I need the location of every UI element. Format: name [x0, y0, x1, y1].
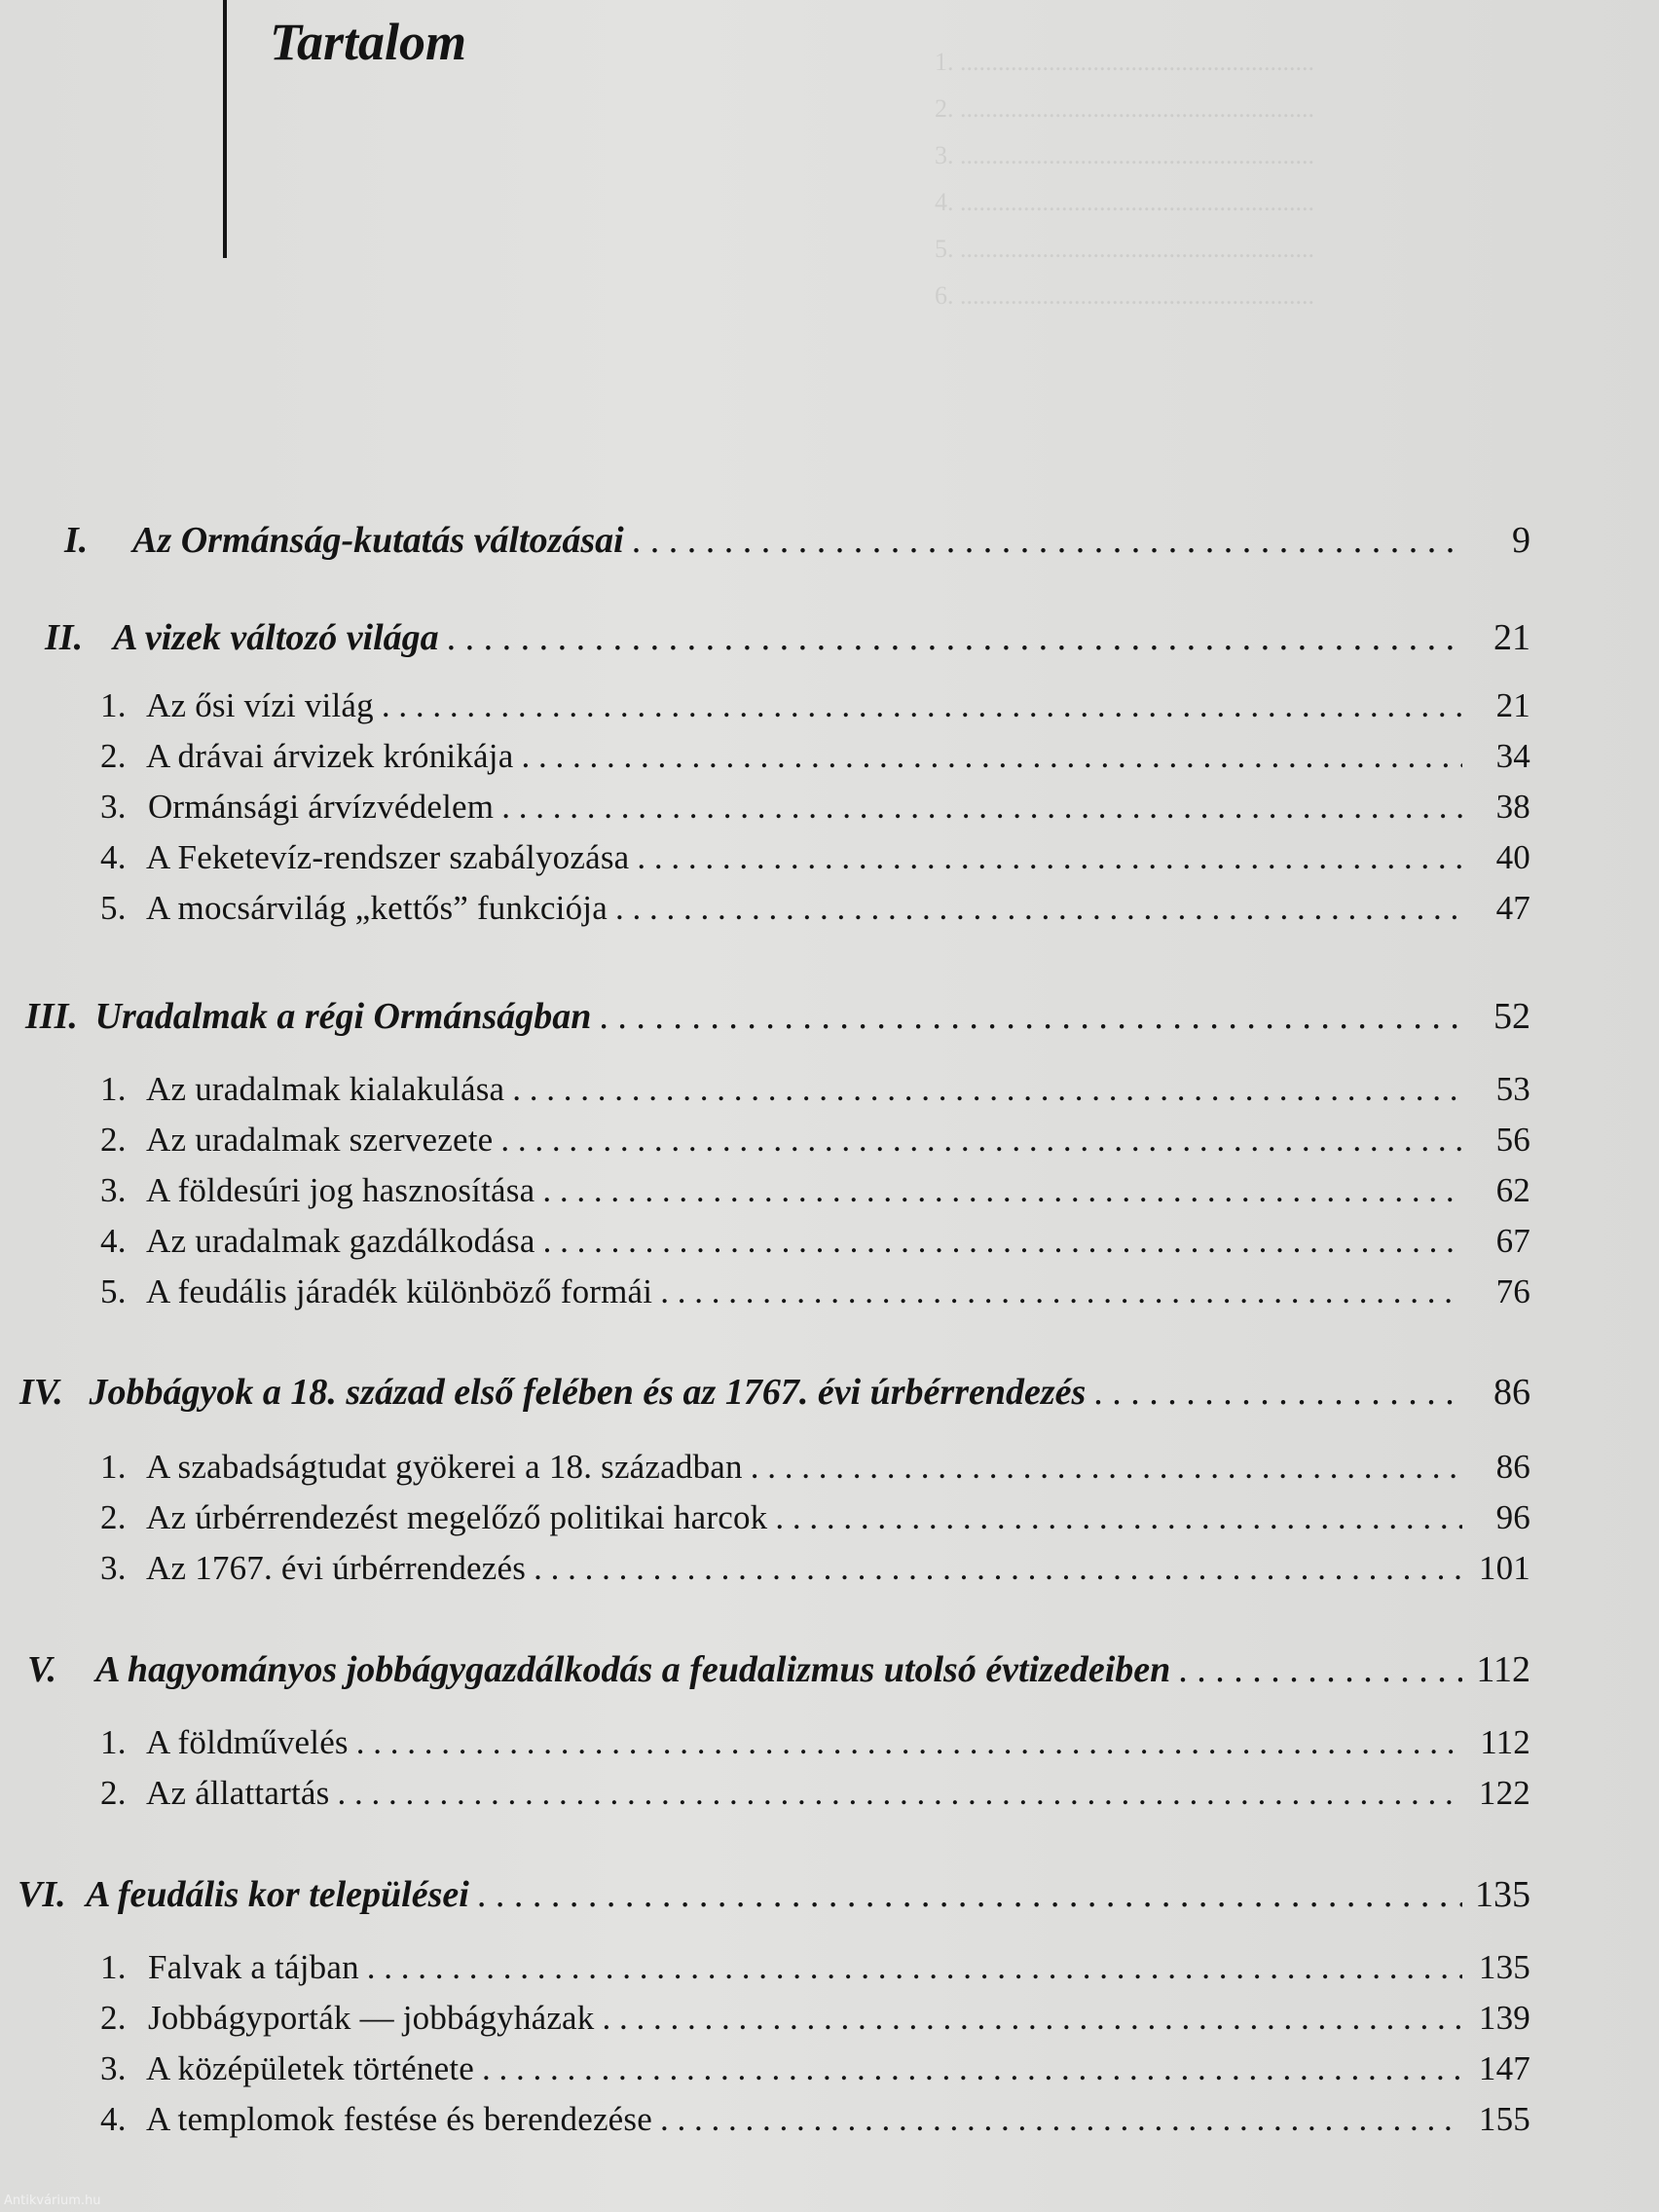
section-title: A templomok festése és berendezése	[146, 2100, 652, 2138]
chapter-title: A vizek változó világa	[113, 617, 439, 658]
chapter-row	[27, 1648, 1530, 1691]
chapter-number: VI.	[18, 1874, 66, 1915]
page-number: 112	[1480, 1723, 1530, 1761]
section-number: 3.	[100, 788, 127, 826]
section-row	[100, 1272, 1530, 1313]
page-number: 76	[1495, 1272, 1530, 1310]
section-row	[100, 1121, 1530, 1161]
chapter-number: III.	[25, 996, 78, 1037]
page-number: 155	[1478, 2100, 1530, 2138]
section-row	[100, 889, 1530, 930]
section-row	[100, 1549, 1530, 1590]
section-number: 3.	[100, 1549, 127, 1587]
chapter-row	[18, 1873, 1530, 1916]
page-number: 56	[1495, 1121, 1530, 1159]
dot-leader	[775, 1498, 1462, 1537]
section-number: 1.	[100, 1448, 127, 1486]
chapter-title: A hagyományos jobbágygazdálkodás a feudalizmus utolsó évtizedeiben	[95, 1649, 1171, 1690]
section-number: 2.	[100, 1774, 127, 1812]
section-row	[100, 737, 1530, 778]
dot-leader	[751, 1448, 1462, 1487]
section-number: 2.	[100, 1999, 127, 2037]
page-number: 101	[1478, 1549, 1530, 1587]
section-title: Jobbágyporták — jobbágyházak	[147, 1999, 595, 2037]
section-label	[100, 1498, 767, 1537]
chapter-number: V.	[27, 1649, 56, 1690]
section-row	[100, 2049, 1530, 2090]
section-title: A középületek története	[146, 2049, 474, 2087]
section-number: 5.	[100, 1272, 127, 1310]
section-row	[100, 2100, 1530, 2141]
section-title: Falvak a tájban	[147, 1948, 359, 1986]
dot-leader	[1178, 1648, 1462, 1691]
title-rule	[223, 0, 227, 258]
section-label	[100, 686, 374, 725]
section-title: A földművelés	[146, 1723, 349, 1761]
section-label	[100, 1448, 743, 1487]
dot-leader	[632, 519, 1462, 562]
chapter-title: Jobbágyok a 18. század első felében és az 1767. évi úrbérrendezés	[89, 1372, 1087, 1413]
chapter-title: A feudális kor települései	[86, 1874, 469, 1915]
page-number: 9	[1512, 520, 1530, 561]
section-title: Az úrbérrendezést megelőző politikai harcok	[146, 1498, 768, 1536]
section-row	[100, 1948, 1530, 1989]
chapter-label	[19, 1371, 1086, 1414]
page-number: 52	[1493, 996, 1530, 1037]
dot-leader	[500, 1121, 1462, 1160]
section-title: Az ősi vízi világ	[146, 686, 374, 724]
section-row	[100, 1070, 1530, 1111]
dot-leader	[599, 995, 1462, 1038]
section-number: 1.	[100, 1070, 127, 1108]
dot-leader	[447, 616, 1462, 659]
dot-leader	[542, 1171, 1462, 1210]
section-title: Az uradalmak kialakulása	[146, 1070, 505, 1108]
page-number: 40	[1495, 838, 1530, 876]
section-label	[100, 1222, 535, 1261]
chapter-number: I.	[64, 520, 89, 561]
dot-leader	[615, 889, 1462, 928]
section-label	[100, 737, 513, 776]
page-number: 47	[1495, 889, 1530, 927]
page-number: 86	[1493, 1372, 1530, 1413]
page-number: 67	[1495, 1222, 1530, 1260]
section-number: 1.	[100, 1948, 127, 1986]
section-label	[100, 2049, 474, 2088]
section-label	[100, 1948, 359, 1987]
section-number: 2.	[100, 1498, 127, 1536]
section-row	[100, 1723, 1530, 1764]
page-number: 135	[1475, 1874, 1530, 1915]
section-label	[100, 1723, 349, 1762]
chapter-number: II.	[45, 617, 84, 658]
section-number: 4.	[100, 838, 127, 876]
section-number: 2.	[100, 1121, 127, 1159]
page-number: 139	[1478, 1999, 1530, 2037]
chapter-label	[27, 1648, 1170, 1691]
dot-leader	[1093, 1371, 1462, 1414]
section-title: Az uradalmak szervezete	[146, 1121, 494, 1159]
section-number: 4.	[100, 2100, 127, 2138]
section-number: 3.	[100, 1171, 127, 1209]
page-number: 96	[1495, 1498, 1530, 1536]
page-number: 122	[1478, 1774, 1530, 1812]
page-number: 38	[1495, 788, 1530, 826]
page-number: 112	[1476, 1649, 1530, 1690]
section-row	[100, 1448, 1530, 1489]
section-title: A mocsárvilág „kettős” funkciója	[146, 889, 608, 927]
page-number: 86	[1495, 1448, 1530, 1486]
page-number: 53	[1495, 1070, 1530, 1108]
dot-leader	[512, 1070, 1462, 1109]
chapter-row	[25, 995, 1530, 1038]
section-row	[100, 1171, 1530, 1212]
page-number: 21	[1493, 617, 1530, 658]
section-number: 2.	[100, 737, 127, 775]
chapter-label	[64, 519, 624, 562]
section-label	[100, 1070, 504, 1109]
section-title: Az uradalmak gazdálkodása	[146, 1222, 535, 1260]
chapter-title: Uradalmak a régi Ormánságban	[94, 996, 592, 1037]
dot-leader	[356, 1723, 1462, 1762]
show-through-text: 1. ........................................................ 2. ........................................................ 3. ........................................................ 4. ........................................................ 5. ........................................................ 6. ........................................................	[935, 48, 1314, 310]
watermark: Antikvárium.hu	[4, 2194, 101, 2208]
section-number: 5.	[100, 889, 127, 927]
section-label	[100, 1999, 595, 2038]
section-row	[100, 838, 1530, 879]
page-number: 135	[1478, 1948, 1530, 1986]
chapter-row	[19, 1371, 1530, 1414]
dot-leader	[367, 1948, 1462, 1987]
section-label	[100, 1171, 535, 1210]
section-title: A feudális járadék különböző formái	[146, 1272, 653, 1310]
section-title: Ormánsági árvízvédelem	[147, 788, 495, 826]
section-row	[100, 1774, 1530, 1815]
dot-leader	[521, 737, 1462, 776]
page-number: 62	[1495, 1171, 1530, 1209]
dot-leader	[482, 2049, 1462, 2088]
section-label	[100, 1121, 493, 1160]
section-row	[100, 1498, 1530, 1539]
section-label	[100, 1272, 652, 1311]
dot-leader	[637, 838, 1462, 877]
section-row	[100, 1222, 1530, 1263]
dot-leader	[603, 1999, 1463, 2038]
section-label	[100, 838, 629, 877]
section-title: Az 1767. évi úrbérrendezés	[146, 1549, 527, 1587]
section-title: A drávai árvizek krónikája	[146, 737, 514, 775]
dot-leader	[477, 1873, 1462, 1916]
dot-leader	[534, 1549, 1462, 1588]
chapter-row	[45, 616, 1530, 659]
section-number: 4.	[100, 1222, 127, 1260]
chapter-label	[45, 616, 439, 659]
page-number: 21	[1495, 686, 1530, 724]
dot-leader	[382, 686, 1462, 725]
section-label	[100, 889, 608, 928]
dot-leader	[501, 788, 1462, 827]
section-row	[100, 1999, 1530, 2040]
section-title: A Feketevíz-rendszer szabályozása	[146, 838, 630, 876]
chapter-label	[25, 995, 591, 1038]
page-number: 34	[1495, 737, 1530, 775]
page-title: Tartalom	[270, 13, 467, 71]
chapter-title: Az Ormánság-kutatás változásai	[132, 520, 624, 561]
section-label	[100, 788, 494, 827]
chapter-row	[64, 519, 1530, 562]
section-label	[100, 2100, 652, 2139]
section-number: 1.	[100, 686, 127, 724]
chapter-number: IV.	[19, 1372, 63, 1413]
section-label	[100, 1549, 526, 1588]
dot-leader	[543, 1222, 1462, 1261]
dot-leader	[660, 1272, 1462, 1311]
section-row	[100, 686, 1530, 727]
chapter-label	[18, 1873, 469, 1916]
section-title: A földesúri jog hasznosítása	[146, 1171, 535, 1209]
section-row	[100, 788, 1530, 829]
page-number: 147	[1478, 2049, 1530, 2087]
dot-leader	[337, 1774, 1462, 1813]
section-title: A szabadságtudat gyökerei a 18. században	[146, 1448, 743, 1486]
dot-leader	[660, 2100, 1462, 2139]
section-number: 1.	[100, 1723, 127, 1761]
section-number: 3.	[100, 2049, 127, 2087]
section-title: Az állattartás	[146, 1774, 330, 1812]
section-label	[100, 1774, 329, 1813]
